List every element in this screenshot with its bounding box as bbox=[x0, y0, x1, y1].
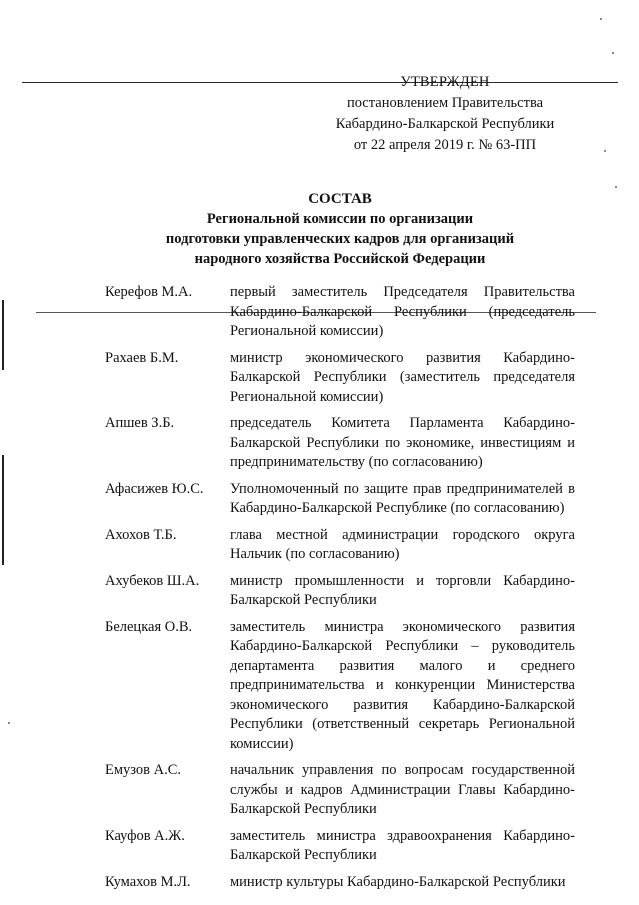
member-name: Афасижев Ю.С. bbox=[105, 480, 204, 497]
member-position: глава местной администрации городского округа Нальчик (по согласованию) bbox=[230, 526, 575, 562]
member-name: Ахубеков Ш.А. bbox=[105, 572, 200, 589]
member-name: Кауфов А.Ж. bbox=[105, 827, 185, 844]
member-name: Ахохов Т.Б. bbox=[105, 526, 177, 543]
member-position: министр культуры Кабардино-Балкарской Республики bbox=[230, 873, 566, 890]
member-row bbox=[105, 827, 575, 866]
approval-line: постановлением Правительства bbox=[346, 95, 544, 111]
scan-edge-mark bbox=[2, 300, 4, 370]
approval-line: от 22 апреля 2019 г. № 63-ПП bbox=[353, 137, 537, 153]
member-row bbox=[105, 618, 575, 755]
member-position: Уполномоченный по защите прав предпринимателей в Кабардино-Балкарской Республике (по согласованию) bbox=[230, 480, 575, 516]
document-title bbox=[80, 189, 600, 269]
member-position: заместитель министра экономического развития Кабардино-Балкарской Республики – руководитель департамента развития малого и среднего предпринимательства и конкуренции Министерства экономического развития Кабардино-Балкарской Республики (ответственный секретарь Региональной комиссии) bbox=[230, 618, 575, 752]
member-row bbox=[105, 526, 575, 565]
member-position: начальник управления по вопросам государственной службы и кадров Администрации Главы Кабардино-Балкарской Республики bbox=[230, 762, 575, 817]
member-name: Белецкая О.В. bbox=[105, 618, 193, 635]
member-position: первый заместитель Председателя Правительства Кабардино-Балкарской Республики (председатель Региональной комиссии) bbox=[230, 284, 575, 339]
member-name: Кумахов М.Л. bbox=[105, 873, 191, 890]
scan-speck bbox=[8, 722, 10, 724]
member-row bbox=[105, 572, 575, 611]
member-row bbox=[105, 873, 575, 893]
member-name: Апшев З.Б. bbox=[105, 415, 175, 431]
member-name: Емузов А.С. bbox=[105, 762, 182, 778]
approval-line: Кабардино-Балкарской Республики bbox=[335, 116, 555, 132]
member-row bbox=[105, 761, 575, 820]
member-position: министр промышленности и торговли Кабардино-Балкарской Республики bbox=[230, 572, 575, 608]
scan-speck bbox=[604, 150, 606, 152]
scan-edge-mark bbox=[2, 455, 4, 565]
member-position: заместитель министра здравоохранения Кабардино-Балкарской Республики bbox=[230, 827, 575, 863]
member-row bbox=[105, 414, 575, 473]
member-position: председатель Комитета Парламента Кабардино-Балкарской Республики по экономике, инвестициям и предпринимательству (по согласованию) bbox=[230, 415, 575, 470]
member-name: Керефов М.А. bbox=[105, 284, 193, 300]
scan-speck bbox=[612, 52, 614, 54]
title-main: СОСТАВ bbox=[308, 191, 372, 207]
scan-speck bbox=[615, 186, 617, 188]
member-row bbox=[105, 283, 575, 342]
member-position: министр экономического развития Кабардино-Балкарской Республики (заместитель председателя Региональной комиссии) bbox=[230, 349, 575, 405]
title-line: народного хозяйства Российской Федерации bbox=[194, 251, 486, 267]
approval-heading: УТВЕРЖДЕН bbox=[400, 74, 490, 90]
member-name: Рахаев Б.М. bbox=[105, 349, 179, 366]
title-line: подготовки управленческих кадров для организаций bbox=[165, 231, 515, 247]
member-row bbox=[105, 349, 575, 408]
approval-block bbox=[300, 72, 590, 156]
members-list bbox=[105, 283, 575, 899]
scan-speck bbox=[600, 18, 602, 20]
member-row bbox=[105, 480, 575, 519]
title-line: Региональной комиссии по организации bbox=[206, 211, 474, 227]
